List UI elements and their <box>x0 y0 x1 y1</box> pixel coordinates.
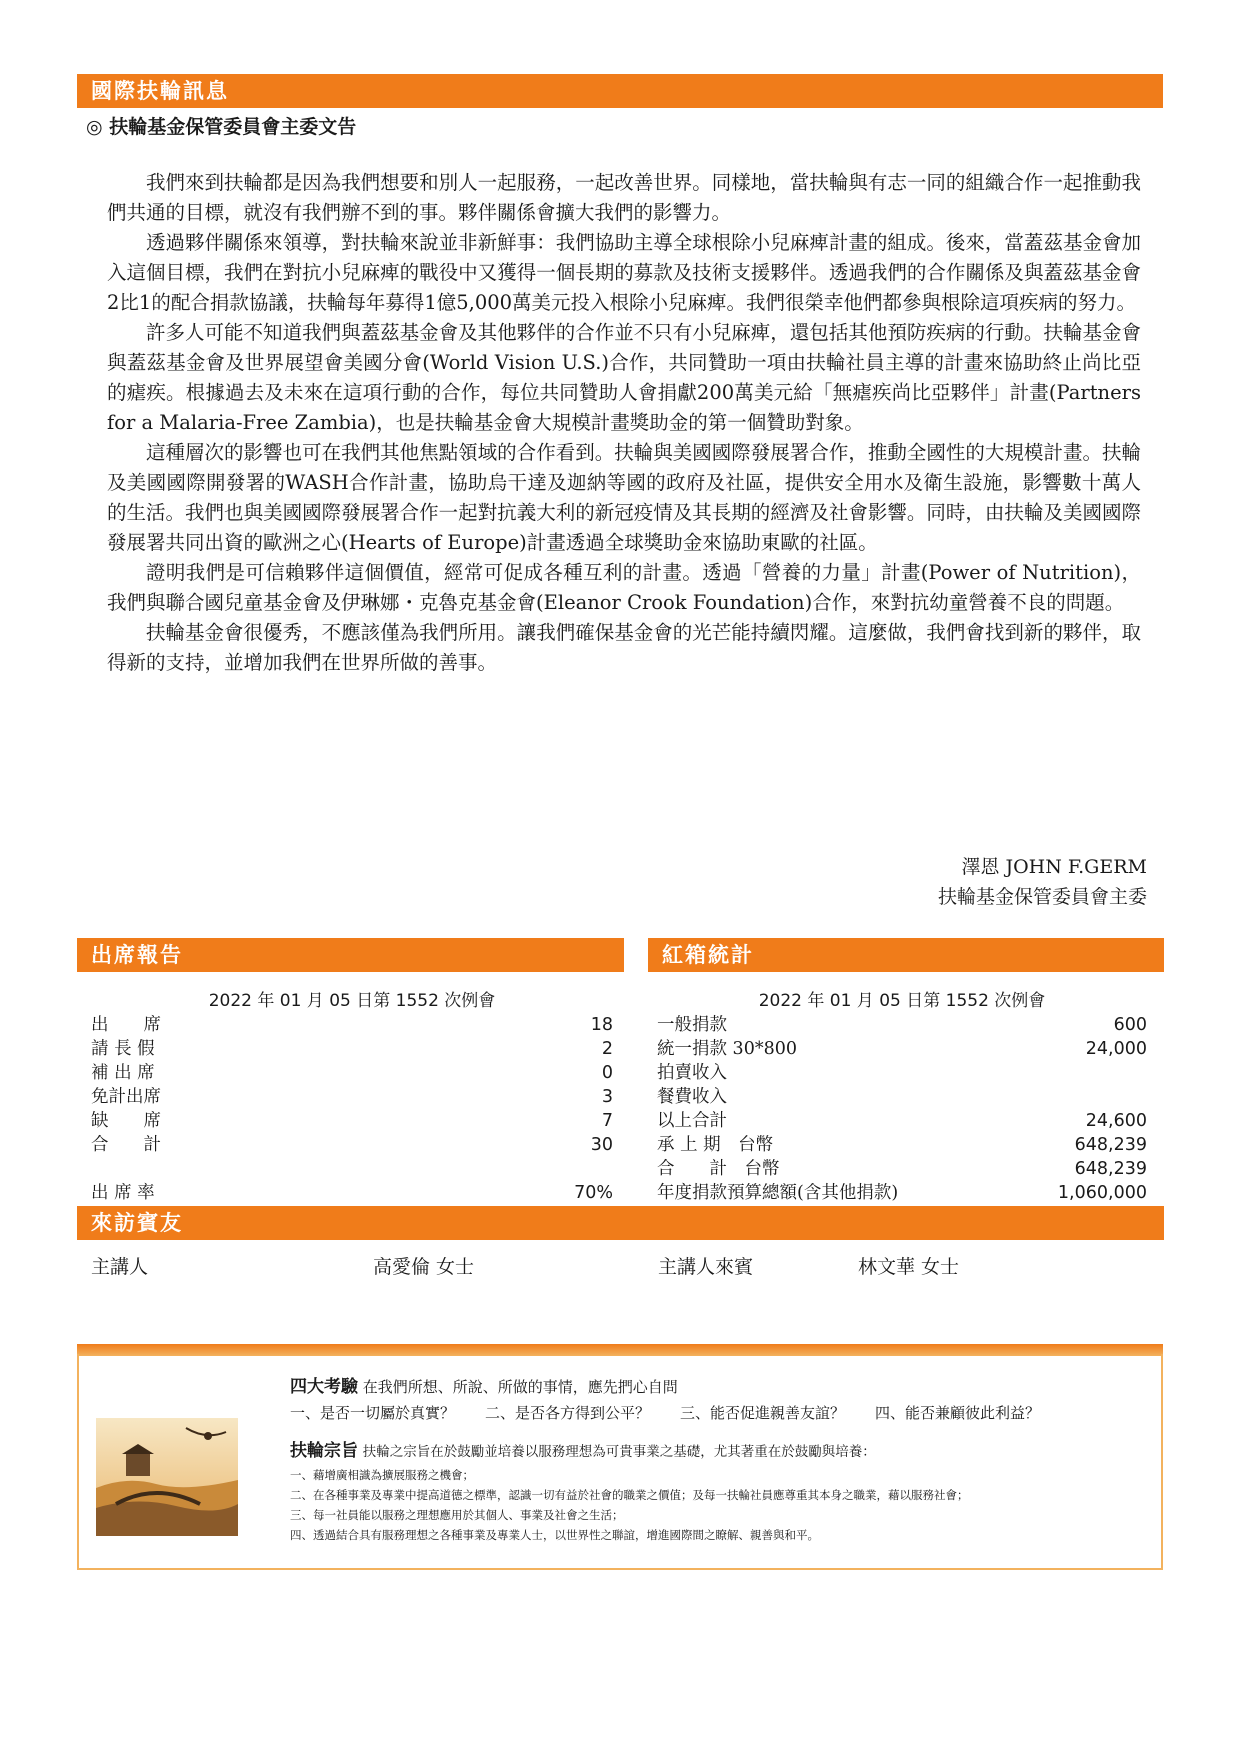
signature-name: 澤恩 JOHN F.GERM <box>961 856 1147 878</box>
table-row: 缺 席 7 <box>91 1111 613 1131</box>
section-header-rotary-news <box>77 74 1163 108</box>
paragraph: 我們來到扶輪都是因為我們想要和別人一起服務，一起改善世界。同樣地，當扶輪與有志一同的組織合作一起推動我們共通的目標，就沒有我們辦不到的事。夥伴關係會擴大我們的影響力。 <box>107 171 1141 224</box>
footer-text <box>290 1374 1150 1545</box>
attendance-rate-row: 出 席 率 70% <box>91 1183 613 1203</box>
paragraph: 扶輪基金會很優秀，不應該僅為我們所用。讓我們確保基金會的光芒能持續閃耀。這麼做，我們會找到新的夥伴，取得新的支持，並增加我們在世界所做的善事。 <box>107 621 1141 674</box>
table-row: 請 長 假 2 <box>91 1039 613 1059</box>
paragraph: 許多人可能不知道我們與蓋茲基金會及其他夥伴的合作並不只有小兒麻痺，還包括其他預防疾病的行動。扶輪基金會與蓋茲基金會及世界展望會美國分會(World Vision U.S.)合作，共同贊助一項由扶輪社員主導的計畫來協助終止尚比亞的瘧疾。根據過去及未來在這項行動的合作，每位共同贊助人會捐獻200萬美元給「無瘧疾尚比亞夥伴」計畫(Partners for a Malaria-Free Zambia)，也是扶輪基金會大規模計畫獎助金的第一個贊助對象。 <box>107 321 1141 434</box>
object-title: 扶輪宗旨 <box>290 1441 358 1461</box>
table-row: 免計出席 3 <box>91 1087 613 1107</box>
section-title: 國際扶輪訊息 <box>91 78 229 103</box>
four-way-test <box>290 1374 1150 1400</box>
redbox-table <box>657 986 1147 1205</box>
section-title: 來訪賓友 <box>91 1210 183 1235</box>
rotary-object <box>290 1438 1150 1465</box>
meeting-date: 2022 年 01 月 05 日第 1552 次例會 <box>208 991 496 1011</box>
section-header-attendance <box>77 938 624 972</box>
table-row: 補 出 席 0 <box>91 1063 613 1083</box>
object-item: 三、每一社員能以服務之理想應用於其個人、事業及社會之生活； <box>290 1508 624 1522</box>
paragraph: 這種層次的影響也可在我們其他焦點領域的合作看到。扶輪與美國國際發展署合作，推動全國性的大規模計畫。扶輪及美國國際開發署的WASH合作計畫，協助烏干達及迦納等國的政府及社區，提供安全用水及衛生設施，影響數十萬人的生活。我們也與美國國際發展署合作一起對抗義大利的新冠疫情及其長期的經濟及社會影響。同時，由扶輪及美國國際發展署共同出資的歐洲之心(Hearts of Europe)計畫透過全球獎助金來協助東歐的社區。 <box>107 441 1141 554</box>
guest-name: 林文華 女士 <box>858 1256 960 1278</box>
paragraph: 透過夥伴關係來領導，對扶輪來說並非新鮮事：我們協助主導全球根除小兒麻痺計畫的組成。後來，當蓋茲基金會加入這個目標，我們在對抗小兒麻痺的戰役中又獲得一個長期的募款及技術支援夥伴。透過我們的合作關係及與蓋茲基金會2比1的配合捐款協議，扶輪每年募得1億5,000萬美元投入根除小兒麻痺。我們很榮幸他們都參與根除這項疾病的努力。 <box>107 231 1141 314</box>
table-row: 以上合計 24,600 <box>657 1111 1147 1131</box>
four-way-items: 一、是否一切屬於真實？ 二、是否各方得到公平？ 三、能否促進親善友誼？ 四、能否兼顧彼此利益？ <box>290 1404 1041 1422</box>
table-row: 合 計 台幣 648,239 <box>657 1159 1147 1179</box>
object-item: 一、藉增廣相識為擴展服務之機會； <box>290 1468 474 1482</box>
table-row: 拍賣收入 <box>657 1063 727 1083</box>
section-title: 出席報告 <box>91 942 183 967</box>
attendance-table <box>91 986 613 1205</box>
four-way-title: 四大考驗 <box>290 1377 358 1397</box>
object-item: 二、在各種事業及專業中提高道德之標準，認識一切有益於社會的職業之價值；及每一扶輪社員應尊重其本身之職業，藉以服務社會； <box>290 1488 969 1502</box>
four-way-intro: 在我們所想、所說、所做的事情，應先捫心自問 <box>362 1378 678 1396</box>
landscape-painting-image <box>96 1418 238 1536</box>
table-row: 承 上 期 台幣 648,239 <box>657 1135 1147 1155</box>
speaker-label: 主講人 <box>91 1256 149 1278</box>
table-row: 合 計 30 <box>91 1135 613 1155</box>
article-body <box>107 168 1141 678</box>
table-row: 統一捐款 30*800 24,000 <box>657 1039 1147 1059</box>
object-intro: 扶輪之宗旨在於鼓勵並培養以服務理想為可貴事業之基礎，尤其著重在於鼓勵與培養： <box>362 1444 876 1460</box>
table-row: 一般捐款 600 <box>657 1015 1147 1035</box>
speaker-name: 高愛倫 女士 <box>373 1256 475 1278</box>
table-row: 出 席 18 <box>91 1015 613 1035</box>
meeting-date: 2022 年 01 月 05 日第 1552 次例會 <box>758 991 1046 1011</box>
object-item: 四、透過結合具有服務理想之各種事業及專業人士，以世界性之聯誼，增進國際間之瞭解、親善與和平。 <box>290 1528 819 1542</box>
section-header-redbox <box>648 938 1164 972</box>
section-title: 紅箱統計 <box>662 942 754 967</box>
table-row: 餐費收入 <box>657 1087 727 1107</box>
article-subtitle: ◎ 扶輪基金保管委員會主委文告 <box>86 116 357 138</box>
section-header-visitors <box>77 1206 1164 1240</box>
signature-title: 扶輪基金保管委員會主委 <box>937 886 1147 908</box>
paragraph: 證明我們是可信賴夥伴這個價值，經常可促成各種互利的計畫。透過「營養的力量」計畫(Power of Nutrition)，我們與聯合國兒童基金會及伊琳娜・克魯克基金會(Eleanor Crook Foundation)合作，來對抗幼童營養不良的問題。 <box>107 561 1141 614</box>
table-row: 年度捐款預算總額(含其他捐款) 1,060,000 <box>657 1183 1147 1203</box>
guest-label: 主講人來賓 <box>658 1256 754 1278</box>
